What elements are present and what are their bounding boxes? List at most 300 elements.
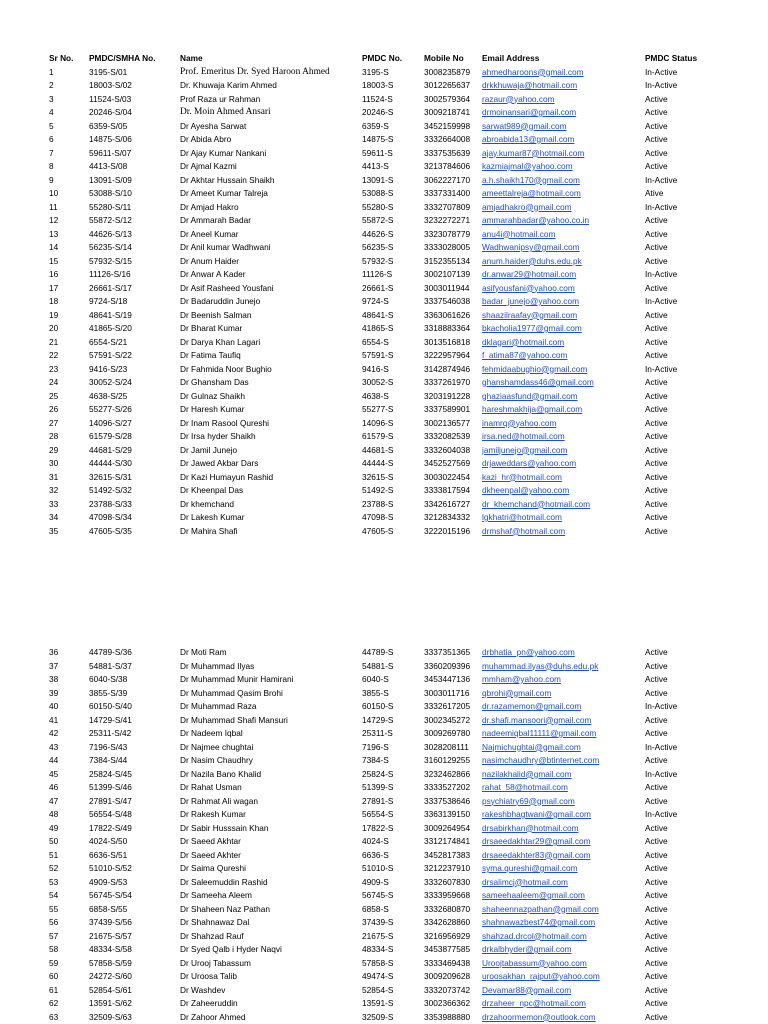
row-pmdc-no: 27891-S bbox=[362, 795, 394, 806]
table-row bbox=[47, 363, 747, 377]
row-sr-no: 23 bbox=[49, 363, 59, 374]
row-pmdc-no: 37439-S bbox=[362, 917, 394, 927]
row-email-link[interactable]: Wadhwanipsy@gmail.com bbox=[482, 242, 580, 252]
table-row bbox=[47, 228, 747, 242]
row-email-link[interactable]: drkkhuwaja@hotmail.com bbox=[482, 80, 578, 90]
row-name: Dr Sameeha Aleem bbox=[180, 890, 252, 900]
row-sr-no: 7 bbox=[49, 147, 54, 158]
row-name: Dr Aneel Kumar bbox=[180, 228, 239, 239]
table-row bbox=[47, 714, 747, 728]
row-mobile-no: 3216956929 bbox=[424, 930, 471, 941]
member-table-second-block bbox=[47, 646, 747, 1024]
row-sr-no: 50 bbox=[49, 836, 59, 846]
row-pmdc-smha-no: 55277-S/26 bbox=[89, 404, 132, 414]
row-pmdc-status: Active bbox=[645, 147, 668, 158]
row-pmdc-no: 55872-S bbox=[362, 215, 394, 225]
row-mobile-no: 3142874946 bbox=[424, 363, 471, 374]
row-name: Dr Anil kumar Wadhwani bbox=[180, 242, 271, 252]
row-email-link[interactable]: ameettalreja@hotmail.com bbox=[482, 188, 581, 198]
row-email-link[interactable]: Najmichughtai@gmail.com bbox=[482, 741, 581, 752]
row-sr-no: 19 bbox=[49, 309, 59, 320]
row-pmdc-smha-no: 11524-S/03 bbox=[89, 93, 132, 104]
table-row bbox=[47, 79, 747, 93]
row-pmdc-no: 59611-S bbox=[362, 147, 393, 158]
row-email-link[interactable]: asifyousfani@yahoo.com bbox=[482, 282, 575, 293]
row-mobile-no: 3323078779 bbox=[424, 228, 471, 239]
row-email-link[interactable]: kazi_hr@hotmail.com bbox=[482, 471, 562, 482]
row-email-link[interactable]: uroosakhan_rajput@yahoo.com bbox=[482, 971, 600, 981]
row-sr-no: 45 bbox=[49, 768, 59, 779]
row-mobile-no: 3012265637 bbox=[424, 80, 471, 90]
row-sr-no: 43 bbox=[49, 741, 59, 752]
row-pmdc-no: 23788-S bbox=[362, 498, 394, 509]
row-email-link[interactable]: abroabida13@gmail.com bbox=[482, 134, 575, 144]
row-name: Dr Saima Qureshi bbox=[180, 863, 246, 873]
row-pmdc-smha-no: 44626-S/13 bbox=[89, 228, 132, 239]
row-pmdc-smha-no: 44444-S/30 bbox=[89, 458, 132, 468]
row-pmdc-no: 51010-S bbox=[362, 863, 394, 873]
row-mobile-no: 3009209628 bbox=[424, 971, 471, 981]
row-pmdc-smha-no: 60150-S/40 bbox=[89, 701, 132, 711]
table-row bbox=[47, 862, 747, 876]
row-pmdc-status: Active bbox=[645, 849, 668, 860]
table-row bbox=[47, 120, 747, 134]
table-row bbox=[47, 673, 747, 687]
row-sr-no: 32 bbox=[49, 485, 59, 495]
row-pmdc-status: In-Active bbox=[645, 80, 678, 90]
row-email-link[interactable]: drkalbhyder@gmail.com bbox=[482, 944, 572, 954]
row-pmdc-smha-no: 51492-S/32 bbox=[89, 485, 132, 495]
row-mobile-no: 3453447136 bbox=[424, 674, 471, 684]
table-row bbox=[47, 727, 747, 741]
row-email-link[interactable]: inamrq@yahoo.com bbox=[482, 417, 557, 428]
row-mobile-no: 3213784606 bbox=[424, 161, 471, 171]
row-email-link[interactable]: bkacholia1977@gmail.com bbox=[482, 323, 582, 333]
header-pmdc-smha-no: PMDC/SMHA No. bbox=[89, 53, 156, 63]
row-sr-no: 12 bbox=[49, 215, 59, 225]
row-pmdc-smha-no: 51010-S/52 bbox=[89, 863, 132, 873]
row-pmdc-status: Active bbox=[645, 984, 668, 995]
row-email-link[interactable]: drzaheer_npc@hotmail.com bbox=[482, 998, 586, 1008]
row-email-link[interactable]: Uroojtabassum@yahoo.com bbox=[482, 957, 587, 968]
row-name: Dr Zahoor Ahmed bbox=[180, 1011, 246, 1022]
row-email-link[interactable]: dr.anwar29@hotmail.com bbox=[482, 269, 577, 279]
row-email-link[interactable]: badar_junejo@yahoo.com bbox=[482, 296, 579, 306]
row-email-link[interactable]: rakeshbhagtwani@gmail.com bbox=[482, 809, 591, 819]
row-email-link[interactable]: drzahoormemon@outlook.com bbox=[482, 1011, 596, 1022]
row-pmdc-smha-no: 41865-S/20 bbox=[89, 323, 132, 333]
table-row bbox=[47, 768, 747, 782]
row-email-link[interactable]: anum.haider@duhs.edu.pk bbox=[482, 255, 582, 266]
row-email-link[interactable]: mmham@yahoo.com bbox=[482, 674, 561, 684]
table-row bbox=[47, 201, 747, 215]
row-name: Dr Mahira Shafi bbox=[180, 525, 238, 536]
row-mobile-no: 3337546038 bbox=[424, 296, 471, 306]
row-name: Dr Fatima Taufiq bbox=[180, 350, 241, 360]
row-pmdc-status: In-Active bbox=[645, 269, 678, 279]
row-name: Dr Ajay Kumar Nankani bbox=[180, 147, 267, 158]
row-email-link[interactable]: amjadhakro@gmail.com bbox=[482, 201, 572, 212]
row-pmdc-smha-no: 57858-S/59 bbox=[89, 957, 132, 968]
row-mobile-no: 3002579364 bbox=[424, 93, 471, 104]
row-sr-no: 5 bbox=[49, 120, 54, 131]
row-pmdc-no: 18003-S bbox=[362, 80, 394, 90]
row-mobile-no: 3452159998 bbox=[424, 120, 471, 131]
table-row bbox=[47, 376, 747, 390]
row-pmdc-smha-no: 3855-S/39 bbox=[89, 687, 128, 698]
row-sr-no: 39 bbox=[49, 687, 59, 698]
row-pmdc-no: 51399-S bbox=[362, 782, 394, 792]
row-pmdc-smha-no: 44681-S/29 bbox=[89, 444, 132, 455]
table-row bbox=[47, 781, 747, 795]
row-name: Dr khemchand bbox=[180, 498, 234, 509]
row-pmdc-status: Active bbox=[645, 431, 668, 441]
row-sr-no: 26 bbox=[49, 404, 59, 414]
row-sr-no: 28 bbox=[49, 431, 59, 441]
row-email-link[interactable]: nadeemiqbal11111@gmail.com bbox=[482, 728, 597, 738]
row-email-link[interactable]: lgkhatri@hotmail.com bbox=[482, 512, 562, 522]
row-name: Dr Saeed Akhter bbox=[180, 849, 241, 860]
row-pmdc-no: 7384-S bbox=[362, 755, 389, 765]
row-pmdc-no: 6636-S bbox=[362, 849, 389, 860]
row-pmdc-status: Active bbox=[645, 957, 668, 968]
row-sr-no: 4 bbox=[49, 107, 54, 117]
row-email-link[interactable]: shahzad.drcol@hotmail.com bbox=[482, 930, 587, 941]
table-row bbox=[47, 700, 747, 714]
row-name: Dr Jamil Junejo bbox=[180, 444, 238, 455]
row-sr-no: 36 bbox=[49, 647, 59, 657]
row-pmdc-no: 14729-S bbox=[362, 714, 394, 725]
row-mobile-no: 3212834332 bbox=[424, 512, 471, 522]
row-pmdc-smha-no: 24272-S/60 bbox=[89, 971, 132, 981]
row-pmdc-status: Active bbox=[645, 93, 668, 104]
row-pmdc-no: 6040-S bbox=[362, 674, 389, 684]
row-pmdc-smha-no: 48334-S/58 bbox=[89, 944, 132, 954]
row-sr-no: 14 bbox=[49, 242, 59, 252]
row-sr-no: 51 bbox=[49, 849, 59, 860]
row-pmdc-no: 44789-S bbox=[362, 647, 394, 657]
row-mobile-no: 3453877585 bbox=[424, 944, 471, 954]
header-sr-no: Sr No. bbox=[49, 53, 74, 63]
row-pmdc-smha-no: 56745-S/54 bbox=[89, 890, 132, 900]
row-email-link[interactable]: drsaeedakhter83@gmail.com bbox=[482, 849, 591, 860]
row-pmdc-no: 53088-S bbox=[362, 188, 394, 198]
row-email-link[interactable]: qbrohi@gmail.com bbox=[482, 687, 552, 698]
row-sr-no: 21 bbox=[49, 336, 59, 347]
row-email-link[interactable]: drsalimcj@hotmail.com bbox=[482, 876, 568, 887]
table-row bbox=[47, 268, 747, 282]
row-email-link[interactable]: Devamar88@gmail.com bbox=[482, 984, 572, 995]
row-pmdc-smha-no: 17822-S/49 bbox=[89, 822, 132, 833]
row-name: Dr Kheenpal Das bbox=[180, 485, 244, 495]
row-mobile-no: 3062227170 bbox=[424, 174, 471, 185]
row-pmdc-smha-no: 25824-S/45 bbox=[89, 768, 132, 779]
row-email-link[interactable]: drjaweddars@yahoo.com bbox=[482, 458, 577, 468]
row-pmdc-no: 13091-S bbox=[362, 174, 394, 185]
row-pmdc-no: 32615-S bbox=[362, 471, 394, 482]
row-sr-no: 33 bbox=[49, 498, 59, 509]
row-pmdc-smha-no: 4909-S/53 bbox=[89, 876, 128, 887]
row-pmdc-no: 57932-S bbox=[362, 255, 394, 266]
row-name: Dr. Moin Ahmed Ansari bbox=[180, 107, 271, 117]
row-pmdc-smha-no: 6359-S/05 bbox=[89, 120, 128, 131]
row-mobile-no: 3360209396 bbox=[424, 660, 471, 671]
row-mobile-no: 3222015196 bbox=[424, 525, 471, 536]
row-name: Dr Badaruddin Junejo bbox=[180, 296, 261, 306]
row-email-link[interactable]: rahat_58@hotmail.com bbox=[482, 782, 568, 792]
row-mobile-no: 3152355134 bbox=[424, 255, 471, 266]
row-pmdc-no: 7196-S bbox=[362, 741, 389, 752]
row-name: Dr Akhtar Hussain Shaikh bbox=[180, 174, 275, 185]
row-sr-no: 35 bbox=[49, 525, 59, 536]
row-pmdc-no: 20246-S bbox=[362, 107, 394, 117]
row-pmdc-smha-no: 14096-S/27 bbox=[89, 417, 132, 428]
row-name: Dr Beenish Salman bbox=[180, 309, 252, 320]
row-sr-no: 13 bbox=[49, 228, 59, 239]
row-mobile-no: 3337589901 bbox=[424, 404, 471, 414]
row-pmdc-no: 41865-S bbox=[362, 323, 394, 333]
row-pmdc-smha-no: 37439-S/56 bbox=[89, 917, 132, 927]
row-name: Dr. Khuwaja Karim Ahmed bbox=[180, 80, 277, 90]
table-row bbox=[47, 160, 747, 174]
row-email-link[interactable]: dr_khemchand@hotmail.com bbox=[482, 498, 591, 509]
row-pmdc-status: Active bbox=[645, 282, 668, 293]
row-pmdc-smha-no: 6040-S/38 bbox=[89, 674, 128, 684]
row-email-link[interactable]: dr.razamemon@gmail.com bbox=[482, 701, 582, 711]
row-email-link[interactable]: nazilakhalid@gmail.com bbox=[482, 768, 572, 779]
table-row bbox=[47, 930, 747, 944]
row-name: Dr Shahzad Rauf bbox=[180, 930, 244, 941]
table-row bbox=[47, 1011, 747, 1024]
row-mobile-no: 3002107139 bbox=[424, 269, 471, 279]
table-row bbox=[47, 970, 747, 984]
row-pmdc-status: In-Active bbox=[645, 363, 678, 374]
row-mobile-no: 3212237910 bbox=[424, 863, 471, 873]
row-sr-no: 49 bbox=[49, 822, 59, 833]
row-sr-no: 41 bbox=[49, 714, 59, 725]
row-mobile-no: 3333469438 bbox=[424, 957, 471, 968]
row-mobile-no: 3160129255 bbox=[424, 755, 471, 765]
row-pmdc-smha-no: 20246-S/04 bbox=[89, 107, 132, 117]
row-pmdc-status: In-Active bbox=[645, 809, 678, 819]
row-name: Dr Ameet Kumar Talreja bbox=[180, 188, 268, 198]
row-sr-no: 62 bbox=[49, 998, 59, 1008]
row-pmdc-no: 47605-S bbox=[362, 525, 394, 536]
row-pmdc-smha-no: 47605-S/35 bbox=[89, 525, 132, 536]
row-pmdc-status: Active bbox=[645, 1011, 668, 1022]
row-name: Dr Bharat Kumar bbox=[180, 323, 243, 333]
row-email-link[interactable]: muhammad.ilyas@duhs.edu.pk bbox=[482, 660, 599, 671]
row-mobile-no: 3337261970 bbox=[424, 377, 471, 387]
row-sr-no: 59 bbox=[49, 957, 59, 968]
row-name: Dr Rakesh Kumar bbox=[180, 809, 246, 819]
row-pmdc-status: Active bbox=[645, 674, 668, 684]
row-pmdc-no: 4413-S bbox=[362, 161, 389, 171]
row-pmdc-no: 48641-S bbox=[362, 309, 394, 320]
row-pmdc-smha-no: 57932-S/15 bbox=[89, 255, 132, 266]
row-pmdc-no: 30052-S bbox=[362, 377, 394, 387]
row-pmdc-status: Active bbox=[645, 417, 668, 428]
row-name: Dr Rahat Usman bbox=[180, 782, 242, 792]
row-pmdc-smha-no: 57591-S/22 bbox=[89, 350, 132, 360]
row-pmdc-status: In-Active bbox=[645, 296, 678, 306]
row-pmdc-smha-no: 53088-S/10 bbox=[89, 188, 132, 198]
table-row bbox=[47, 511, 747, 525]
row-email-link[interactable]: ghanshamdass46@gmail.com bbox=[482, 377, 594, 387]
row-sr-no: 46 bbox=[49, 782, 59, 792]
row-email-link[interactable]: psychiatry69@gmail.com bbox=[482, 795, 575, 806]
row-pmdc-no: 14875-S bbox=[362, 134, 394, 144]
row-email-link[interactable]: a.h.shaikh170@gmail.com bbox=[482, 174, 580, 185]
row-name: Dr Irsa hyder Shaikh bbox=[180, 431, 256, 441]
row-pmdc-status: Active bbox=[645, 215, 668, 225]
table-row bbox=[47, 957, 747, 971]
row-pmdc-status: Active bbox=[645, 822, 668, 833]
row-email-link[interactable]: nasimchaudhry@btinternet.com bbox=[482, 755, 600, 765]
header-pmdc-status: PMDC Status bbox=[645, 53, 698, 63]
row-email-link[interactable]: drmoinansari@gmail.com bbox=[482, 107, 577, 117]
row-sr-no: 24 bbox=[49, 377, 59, 387]
table-row bbox=[47, 984, 747, 998]
row-pmdc-status: Active bbox=[645, 120, 668, 131]
row-pmdc-status: In-Active bbox=[645, 768, 678, 779]
row-name: Dr Sabir Husssain Khan bbox=[180, 822, 269, 833]
row-email-link[interactable]: kazmiajmal@yahoo.com bbox=[482, 161, 573, 171]
row-email-link[interactable]: ahmedharoons@gmail.com bbox=[482, 66, 584, 77]
row-name: Dr Abida Abro bbox=[180, 134, 232, 144]
row-mobile-no: 3008235879 bbox=[424, 66, 471, 77]
table-row bbox=[47, 741, 747, 755]
row-email-link[interactable]: syma.qureshi@gmail.com bbox=[482, 863, 578, 873]
row-pmdc-no: 57858-S bbox=[362, 957, 394, 968]
row-pmdc-no: 48334-S bbox=[362, 944, 394, 954]
row-email-link[interactable]: razaur@yahoo.com bbox=[482, 93, 555, 104]
row-email-link[interactable]: drsaeedakhtar29@gmail.com bbox=[482, 836, 591, 846]
row-pmdc-smha-no: 61579-S/28 bbox=[89, 431, 132, 441]
table-row bbox=[47, 876, 747, 890]
row-sr-no: 48 bbox=[49, 809, 59, 819]
row-pmdc-smha-no: 52854-S/61 bbox=[89, 984, 132, 995]
row-pmdc-status: Active bbox=[645, 755, 668, 765]
table-row bbox=[47, 754, 747, 768]
row-pmdc-smha-no: 25311-S/42 bbox=[89, 728, 132, 738]
row-email-link[interactable]: ghaziaasfund@gmail.com bbox=[482, 390, 578, 401]
row-mobile-no: 3002366362 bbox=[424, 998, 471, 1008]
row-email-link[interactable]: f_atima87@yahoo.com bbox=[482, 350, 568, 360]
row-pmdc-status: Active bbox=[645, 377, 668, 387]
row-pmdc-status: Active bbox=[645, 134, 668, 144]
row-email-link[interactable]: drsabirkhan@hotmail.com bbox=[482, 822, 579, 833]
row-pmdc-status: Active bbox=[645, 525, 668, 536]
row-email-link[interactable]: jamiljunejo@gmail.com bbox=[482, 444, 568, 455]
row-sr-no: 9 bbox=[49, 174, 54, 185]
row-pmdc-smha-no: 47098-S/34 bbox=[89, 512, 132, 522]
table-row bbox=[47, 498, 747, 512]
table-row bbox=[47, 133, 747, 147]
row-mobile-no: 3363139150 bbox=[424, 809, 471, 819]
row-pmdc-no: 49474-S bbox=[362, 971, 394, 981]
row-email-link[interactable]: ajay.kumar87@hotmail.com bbox=[482, 147, 585, 158]
row-pmdc-no: 25824-S bbox=[362, 768, 394, 779]
row-pmdc-no: 56235-S bbox=[362, 242, 394, 252]
table-row bbox=[47, 93, 747, 107]
row-email-link[interactable]: ammarahbadar@yahoo.co.in bbox=[482, 215, 590, 225]
row-pmdc-no: 51492-S bbox=[362, 485, 394, 495]
row-name: Dr Washdev bbox=[180, 984, 226, 995]
row-email-link[interactable]: fehmidaabughio@gmail.com bbox=[482, 363, 588, 374]
table-row bbox=[47, 889, 747, 903]
row-pmdc-status: Active bbox=[645, 863, 668, 873]
table-row bbox=[47, 417, 747, 431]
row-email-link[interactable]: dkheenpal@yahoo.com bbox=[482, 485, 570, 495]
row-sr-no: 16 bbox=[49, 269, 59, 279]
row-pmdc-smha-no: 4638-S/25 bbox=[89, 390, 128, 401]
row-mobile-no: 3333527202 bbox=[424, 782, 471, 792]
table-row bbox=[47, 349, 747, 363]
row-email-link[interactable]: shaazilraafay@gmail.com bbox=[482, 309, 578, 320]
row-mobile-no: 3342628860 bbox=[424, 917, 471, 927]
row-name: Dr Rahmat Ali wagan bbox=[180, 795, 258, 806]
row-email-link[interactable]: sarwat989@gmail.com bbox=[482, 120, 567, 131]
row-sr-no: 29 bbox=[49, 444, 59, 455]
row-pmdc-status: Active bbox=[645, 458, 668, 468]
member-table-first-block bbox=[47, 52, 747, 538]
table-row bbox=[47, 390, 747, 404]
row-mobile-no: 3363061626 bbox=[424, 309, 471, 320]
row-email-link[interactable]: dr.shafi.mansoori@gmail.com bbox=[482, 714, 592, 725]
row-sr-no: 61 bbox=[49, 984, 59, 995]
row-name: Prof. Emeritus Dr. Syed Haroon Ahmed bbox=[180, 66, 330, 77]
row-pmdc-smha-no: 14875-S/06 bbox=[89, 134, 132, 144]
row-name: Dr Saeed Akhtar bbox=[180, 836, 241, 846]
row-name: Dr Urooj Tabassum bbox=[180, 957, 251, 968]
row-pmdc-smha-no: 7196-S/43 bbox=[89, 741, 128, 752]
row-mobile-no: 3002345272 bbox=[424, 714, 471, 725]
table-row bbox=[47, 916, 747, 930]
row-email-link[interactable]: irsa.ned@hotmail.com bbox=[482, 431, 565, 441]
row-name: Dr Shahnawaz Dal bbox=[180, 917, 250, 927]
row-pmdc-status: Active bbox=[645, 309, 668, 320]
row-mobile-no: 3332607830 bbox=[424, 876, 471, 887]
row-email-link[interactable]: anu4i@hotmail.com bbox=[482, 228, 556, 239]
row-email-link[interactable]: hareshmakhija@gmail.com bbox=[482, 404, 583, 414]
table-row bbox=[47, 430, 747, 444]
row-pmdc-status: Active bbox=[645, 390, 668, 401]
row-pmdc-smha-no: 14729-S/41 bbox=[89, 714, 132, 725]
row-email-link[interactable]: shaheennazpathan@gmail.com bbox=[482, 903, 599, 914]
header-email-address: Email Address bbox=[482, 53, 540, 63]
row-pmdc-no: 44444-S bbox=[362, 458, 394, 468]
row-mobile-no: 3332617205 bbox=[424, 701, 471, 711]
row-email-link[interactable]: drmshaf@hotmail.com bbox=[482, 525, 566, 536]
row-name: Dr Najmee chughtai bbox=[180, 741, 254, 752]
row-name: Dr Ammarah Badar bbox=[180, 215, 252, 225]
row-mobile-no: 3332073742 bbox=[424, 984, 471, 995]
row-mobile-no: 3332604038 bbox=[424, 444, 471, 455]
row-pmdc-no: 56745-S bbox=[362, 890, 394, 900]
row-email-link[interactable]: drbhatia_pn@yahoo.com bbox=[482, 647, 575, 657]
row-name: Dr Kazi Humayun Rashid bbox=[180, 471, 274, 482]
row-sr-no: 25 bbox=[49, 390, 59, 401]
table-row bbox=[47, 241, 747, 255]
row-name: Dr Muhammad Shafi Mansuri bbox=[180, 714, 288, 725]
row-email-link[interactable]: dklagari@hotmail.com bbox=[482, 336, 565, 347]
row-email-link[interactable]: shahnawazbest74@gmail.com bbox=[482, 917, 596, 927]
table-row bbox=[47, 997, 747, 1011]
row-mobile-no: 3203191228 bbox=[424, 390, 471, 401]
row-name: Dr Shaheen Naz Pathan bbox=[180, 903, 270, 914]
row-email-link[interactable]: sameehaaleem@gmail.com bbox=[482, 890, 585, 900]
